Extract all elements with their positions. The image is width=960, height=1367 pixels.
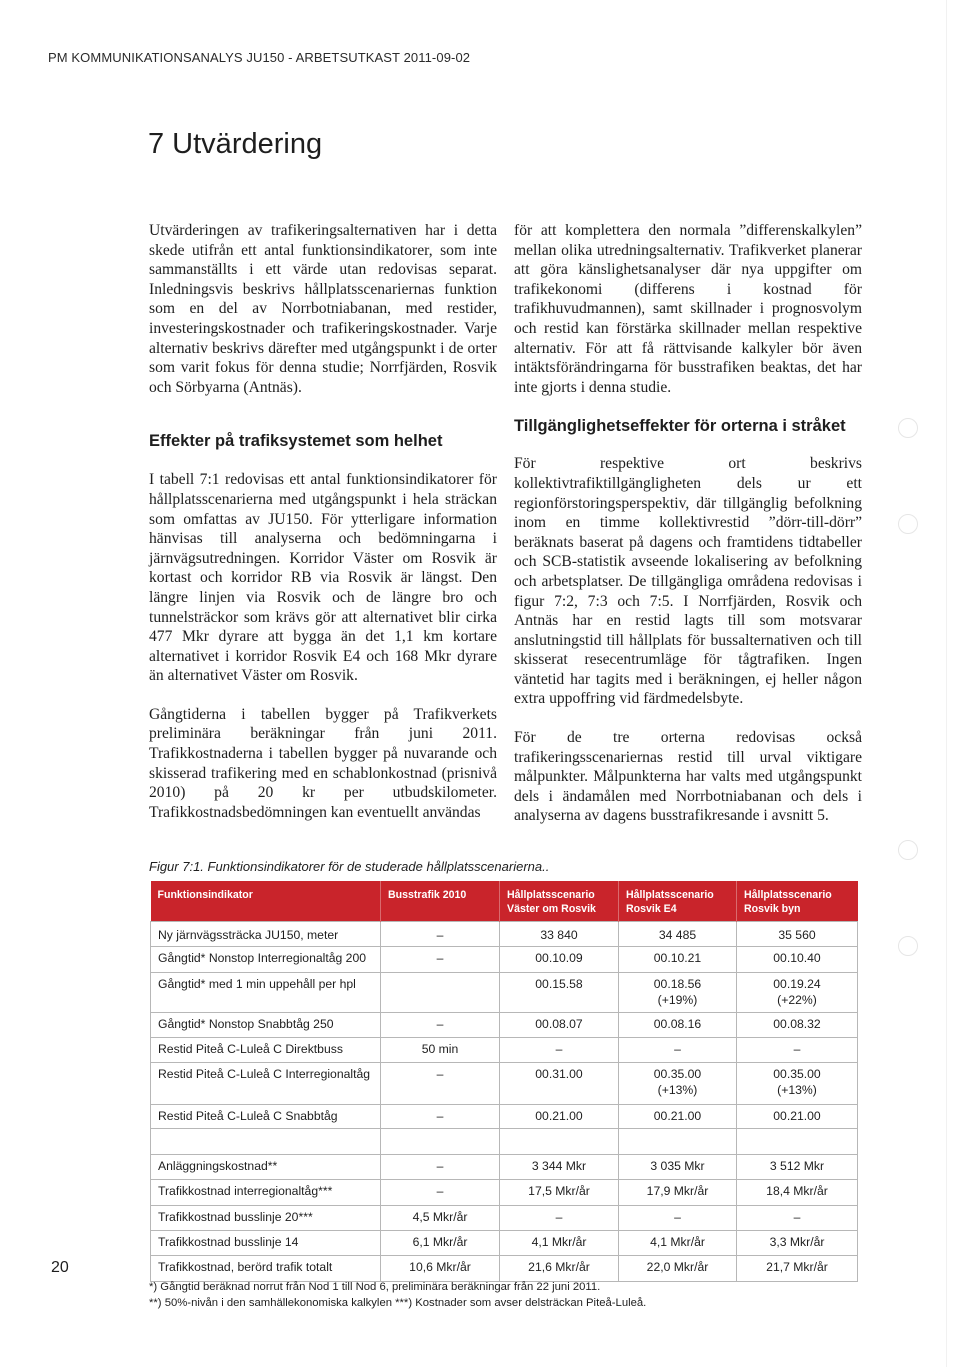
row-label: Anläggningskostnad** (151, 1155, 381, 1180)
section-heading-traffic-system: Effekter på trafiksystemet som helhet (149, 432, 443, 451)
table-row (151, 1038, 858, 1063)
cell-bus: – (381, 1063, 500, 1105)
cell-byn: 00.19.24 (+22%) (737, 973, 858, 1013)
cell-e4: 34 485 (619, 922, 737, 947)
page-number: 20 (51, 1259, 69, 1276)
cell-vaster: 00.21.00 (500, 1105, 619, 1129)
cell-vaster: 00.08.07 (500, 1013, 619, 1038)
cell-bus (381, 973, 500, 1013)
table-row (151, 947, 858, 973)
cell-bus: – (381, 1105, 500, 1129)
cell-vaster: 17,5 Mkr/år (500, 1180, 619, 1206)
cell-bus: – (381, 922, 500, 947)
running-header: PM KOMMUNIKATIONSANALYS JU150 - ARBETSUTKAST 2011-09-02 (48, 50, 471, 65)
cell-vaster: 00.15.58 (500, 973, 619, 1013)
cell-e4: 3 035 Mkr (619, 1155, 737, 1180)
indicator-table (150, 881, 858, 1282)
header-bus-2010: Busstrafik 2010 (381, 881, 500, 922)
cell-vaster: 3 344 Mkr (500, 1155, 619, 1180)
binder-hole-mark (898, 936, 918, 956)
continuation-paragraph: för att komplettera den normala ”differenskalkylen” mellan olika utredningsalternativ. Trafikverket planerar att göra känslighetsanalyser där nya uppgifter om trafikekonomi (differens i kostnad för trafikhuvudmannen), samt skillnader i prognosvolym och restid kan förstärka skillnader mellan respektive alternativ. För att få rättvisande kalkyler bör även intäktsförändringarna för busstrafiken beaktas, det har inte gjorts i denna studie. (514, 222, 862, 396)
chapter-title: 7 Utvärdering (148, 128, 323, 160)
cell-byn: 3 512 Mkr (737, 1155, 858, 1180)
table-row (151, 1105, 858, 1129)
row-label: Gångtid* med 1 min uppehåll per hpl (151, 973, 381, 1013)
table-spacer-row (151, 1129, 858, 1155)
right-column (514, 221, 862, 845)
cell-bus: – (381, 947, 500, 973)
header-scenario-byn: Hållplatsscenario Rosvik byn (737, 881, 858, 922)
binder-hole-mark (898, 840, 918, 860)
table-row (151, 922, 858, 947)
cell-byn: 3,3 Mkr/år (737, 1231, 858, 1256)
cell-byn: 35 560 (737, 922, 858, 947)
cell-byn: – (737, 1038, 858, 1063)
cell-vaster: – (500, 1206, 619, 1231)
row-label: Ny järnvägssträcka JU150, meter (151, 922, 381, 947)
binder-hole-mark (898, 418, 918, 438)
row-label: Gångtid* Nonstop Snabbtåg 250 (151, 1013, 381, 1038)
cell-byn: 21,7 Mkr/år (737, 1256, 858, 1282)
header-scenario-e4: Hållplatsscenario Rosvik E4 (619, 881, 737, 922)
cell-byn: 18,4 Mkr/år (737, 1180, 858, 1206)
left-column (149, 221, 497, 841)
row-label: Trafikkostnad interregionaltåg*** (151, 1180, 381, 1206)
cell-e4: 22,0 Mkr/år (619, 1256, 737, 1282)
cell-byn: 00.10.40 (737, 947, 858, 973)
page-edge-line (946, 0, 947, 1367)
cell-bus: 10,6 Mkr/år (381, 1256, 500, 1282)
table-row (151, 1231, 858, 1256)
cell-bus: 4,5 Mkr/år (381, 1206, 500, 1231)
header-indicator: Funktionsindikator (151, 881, 381, 922)
figure-caption: Figur 7:1. Funktionsindikatorer för de studerade hållplatsscenarierna.. (149, 859, 550, 874)
table-row (151, 973, 858, 1013)
table-row (151, 1180, 858, 1206)
row-label: Restid Piteå C-Luleå C Snabbtåg (151, 1105, 381, 1129)
cell-e4: – (619, 1206, 737, 1231)
accessibility-paragraph-1: För respektive ort beskrivs kollektivtrafiktillgängligheten dels ur ett regionförstoringsperspektiv, där tillgänglig befolkning inom en timme kollektivrestid ”dörr-till-dörr” beräknats baserat på dagens och framtidens tidtabeller och SCB-statistik avseende lokalisering av befolkning och arbetsplatser. De tillgängliga områdena redovisas i figur 7:2, 7:3 och 7:5. I Norrfjärden, Rosvik och Antnäs har en restid lagts till som motsvarar anslutningstid till hållplats för bussalternativen och till skisserat resecentrumläge för tågtrafiken. Ingen väntetid har tagits med i beräkningen, ej heller någon extra uppoffring vid färdmedelsbyte. (514, 455, 862, 708)
cell-bus: – (381, 1180, 500, 1206)
header-scenario-vaster: Hållplatsscenario Väster om Rosvik (500, 881, 619, 922)
row-label: Restid Piteå C-Luleå C Interregionaltåg (151, 1063, 381, 1105)
footnote-2: **) 50%-nivån i den samhällekonomiska kalkylen ***) Kostnader som avser delsträckan Piteå-Luleå. (149, 1297, 647, 1309)
cell-e4: 00.21.00 (619, 1105, 737, 1129)
cell-e4: 17,9 Mkr/år (619, 1180, 737, 1206)
row-label: Trafikkostnad busslinje 20*** (151, 1206, 381, 1231)
section-heading-accessibility: Tillgänglighetseffekter för orterna i stråket (514, 417, 846, 436)
cell-vaster: 00.10.09 (500, 947, 619, 973)
cell-byn: 00.08.32 (737, 1013, 858, 1038)
cell-vaster: – (500, 1038, 619, 1063)
intro-paragraph: Utvärderingen av trafikeringsalternativen har i detta skede utifrån ett antal funktionsindikatorer, som inte sammanställts i ett värde utan redovisas separat. Inledningsvis beskrivs hållplatsscenariernas funktion som en del av Norrbotniabanan, med restider, investeringskostnader och trafikeringskostnader. Varje alternativ beskrivs därefter med utgångspunkt i de orter som varit fokus för denna studie; Norrfjärden, Rosvik och Sörbyarna (Antnäs). (149, 222, 497, 396)
traffic-system-paragraph-2: Gångtiderna i tabellen bygger på Trafikverkets preliminära beräkningar från juni 2011. Trafikkostnaderna i tabellen bygger på nuvarande och skisserad trafikering med en schablonkostnad (prisnivå 2010) på 20 kr per utbudskilometer. Trafikkostnadsbedömningen kan eventuellt användas (149, 705, 497, 821)
cell-vaster: 33 840 (500, 922, 619, 947)
cell-bus: – (381, 1013, 500, 1038)
table-row (151, 1063, 858, 1105)
cell-bus: 50 min (381, 1038, 500, 1063)
table-row (151, 1256, 858, 1282)
table-header-row (151, 881, 858, 922)
table-row (151, 1155, 858, 1180)
cell-byn: – (737, 1206, 858, 1231)
cell-byn: 00.35.00 (+13%) (737, 1063, 858, 1105)
cell-e4: 4,1 Mkr/år (619, 1231, 737, 1256)
cell-vaster: 00.31.00 (500, 1063, 619, 1105)
cell-e4: 00.35.00 (+13%) (619, 1063, 737, 1105)
cell-bus: – (381, 1155, 500, 1180)
footnote-1: *) Gångtid beräknad norrut från Nod 1 till Nod 6, preliminära beräkningar från 22 juni 2011. (149, 1281, 601, 1293)
cell-e4: – (619, 1038, 737, 1063)
binder-hole-mark (898, 514, 918, 534)
row-label: Trafikkostnad, berörd trafik totalt (151, 1256, 381, 1282)
row-label: Gångtid* Nonstop Interregionaltåg 200 (151, 947, 381, 973)
cell-bus: 6,1 Mkr/år (381, 1231, 500, 1256)
cell-vaster: 4,1 Mkr/år (500, 1231, 619, 1256)
table-row (151, 1206, 858, 1231)
traffic-system-paragraph-1: I tabell 7:1 redovisas ett antal funktionsindikatorer för hållplatsscenarierna med utgångspunkt i hela sträckan som omfattas av JU150. För ytterligare information hänvisas till analyserna och bedömningarna i järnvägsutredningen. Korridor Väster om Rosvik är kortast och korridor RB via Rosvik är längst. Den längre linjen via Rosvik och de längre bro och tunnelsträckor som krävs gör att alternativet blir cirka 477 Mkr dyrare att bygga än det 1,1 km kortare alternativet i korridor Rosvik E4 och 168 Mkr dyrare än alternativet Väster om Rosvik. (149, 471, 497, 685)
cell-e4: 00.18.56 (+19%) (619, 973, 737, 1013)
row-label: Trafikkostnad busslinje 14 (151, 1231, 381, 1256)
accessibility-paragraph-2: För de tre orterna redovisas också trafikeringsscenariernas restid till urval viktigare målpunkter. Målpunkterna har valts med utgångspunkt dels i ändamålen med Norrbotniabanan och dels i analyserna av dagens busstrafikresande i avsnitt 5. (514, 729, 862, 825)
cell-e4: 00.10.21 (619, 947, 737, 973)
table-row (151, 1013, 858, 1038)
cell-byn: 00.21.00 (737, 1105, 858, 1129)
cell-e4: 00.08.16 (619, 1013, 737, 1038)
row-label: Restid Piteå C-Luleå C Direktbuss (151, 1038, 381, 1063)
cell-vaster: 21,6 Mkr/år (500, 1256, 619, 1282)
